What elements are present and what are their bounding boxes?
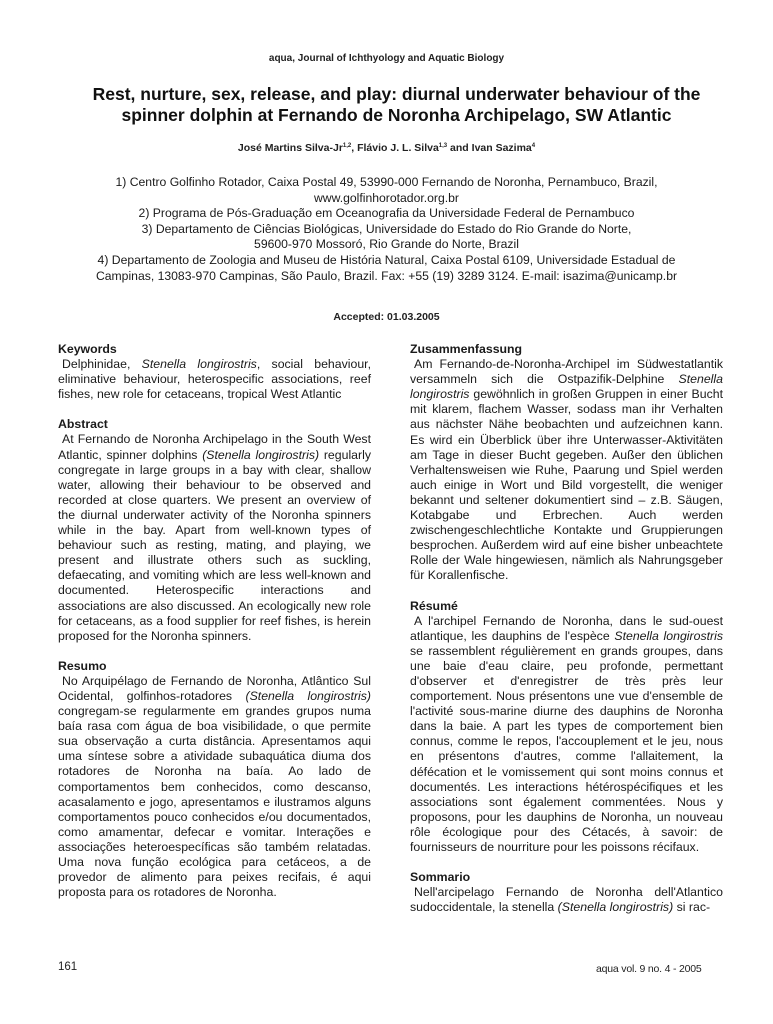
affiliation-line: 59600-970 Mossoró, Rio Grande do Norte, Brazil: [254, 237, 519, 252]
author-affil-ref: 1,3: [438, 143, 448, 149]
section-heading: Sommario: [410, 870, 471, 885]
text-run: gewöhnlich in großen Gruppen in einer Bucht mit klarem, flachem Wasser, sodass man ihr Verhalten aus nächster Nähe beobachten und aufzeichnen kann. Es wird ein Überblick über ihre Unterwasser-Aktivitäten am Tage in dieser Bucht gegeben. Außer den üblichen Verhaltensweisen wie Ruhe, Paarung und Spiel werden auch einige in Wort und Bild vorgestellt, die weniger bekannt und seltener dokumentiert sind – z.B. Säugen, Kotabgabe und Erbrechen. Auch werden zwischengeschlechtliche Kontakte und Gruppierungen besprochen. Außerdem wird auf eine bisher unbeachtete Rolle der Wale hingewiesen, nämlich als Nahrungsgeber für Korallenfische.: [410, 387, 723, 583]
affiliation-line: 3) Departamento de Ciências Biológicas, Universidade do Estado do Rio Grande do Norte,: [141, 221, 632, 236]
author-separator: and: [447, 142, 472, 154]
zusammenfassung-text: [410, 357, 723, 583]
article-title: [60, 84, 733, 126]
keywords-section: [58, 342, 371, 402]
keywords-text: [58, 357, 371, 402]
text-run: At Fernando de Noronha Archipelago in the South West Atlantic, spinner dolphins: [58, 432, 371, 462]
text-run: si rac-: [673, 900, 711, 915]
affiliation-url[interactable]: www.golfinhorotador.org.br: [314, 190, 459, 205]
section-heading: Resumo: [58, 658, 107, 673]
text-run: congregam-se regularmente em grandes grupos numa baía rasa com água de boa visibilidade, o que permite sua observação a curta distância. Apresentamos aqui uma síntese sobre a atividade subaquática diuma dos rotadores de Noronha na baía. Ao lado de comportamentos bem conhecidos, como descanso, acasalamento e jogo, apresentamos e ilustramos alguns comportamentos pouco conhecidos e/ou documentados, como amamentar, defecar e vomitar. Interações e associações heteroespecíficas são também relatadas. Uma nova função ecológica para cetáceos, a de provedor de alimento para peixes recifais, é aqui proposta para os rotadores de Noronha.: [58, 704, 371, 900]
section-heading: Zusammenfassung: [410, 342, 523, 356]
author-separator: ,: [351, 142, 358, 154]
resumo-text: [58, 674, 371, 900]
resume-text: [410, 614, 723, 856]
affiliation-line: 2) Programa de Pós-Graduação em Oceanografia da Universidade Federal de Pernambuco: [138, 206, 635, 221]
left-column: [58, 342, 371, 915]
affiliations: [40, 175, 733, 284]
journal-header: aqua, Journal of Ichthyology and Aquatic Biology: [268, 53, 505, 64]
text-run: Delphinidae,: [62, 357, 142, 372]
text-run: , social behaviour, eliminative behaviour, heterospecific associations, reef fishes, new role for cetaceans, tropical West Atlantic: [58, 357, 372, 402]
author-affil-ref: 4: [531, 143, 536, 149]
species-name: Stenella longirostris: [141, 357, 257, 372]
resumo-section: [58, 659, 371, 901]
text-run: Nell'arcipelago Fernando de Noronha dell'Atlantico sudoccidentale, la stenella: [410, 885, 723, 915]
author-name: Flávio J. L. Silva: [357, 142, 439, 154]
abstract-text: [58, 432, 371, 643]
title-line-2: spinner dolphin at Fernando de Noronha Archipelago, SW Atlantic: [121, 105, 672, 125]
sommario-text: [410, 885, 723, 915]
page-number: 161: [58, 961, 78, 973]
text-run: No Arquipélago de Fernando de Noronha, Atlântico Sul Ocidental, golfinhos-rotadores: [58, 673, 371, 703]
text-run: regularly congregate in large groups in a bay with clear, shallow water, allowing their behaviour to be observed and recorded at close quarters. We present an overview of the diurnal underwater activity of the Noronha spinners while in the bay. Apart from well-known types of behaviour such as resting, mating, and playing, we present and illustrate others such as suckling, defaecating, and vomiting which are less well-known and documented. Heterospecific interactions and associations are also discussed. An ecologically new role for cetaceans, as a food supplier for reef fishes, is herein proposed for the Noronha spinners.: [58, 447, 371, 643]
species-name: Stenella longirostris: [410, 372, 723, 402]
affiliation-line: 4) Departamento de Zoologia and Museu de História Natural, Caixa Postal 6109, Universidade Estadual de: [97, 252, 676, 267]
author-list: [0, 142, 773, 154]
issue-info: aqua vol. 9 no. 4 - 2005: [596, 963, 702, 975]
text-run: A l'archipel Fernando de Noronha, dans le sud-ouest atlantique, les dauphins de l'espèce: [410, 613, 723, 643]
species-name: Stenella longirostris: [614, 628, 724, 643]
affiliation-line: 1) Centro Golfinho Rotador, Caixa Postal 49, 53990-000 Fernando de Noronha, Pernambuco, Brazil,: [115, 175, 658, 189]
author-name: Ivan Sazima: [471, 142, 532, 154]
species-name: (Stenella longirostris): [245, 688, 372, 703]
right-column: [410, 342, 723, 930]
section-heading: Résumé: [410, 598, 458, 613]
affiliation-line-email: Campinas, 13083-970 Campinas, São Paulo, Brazil. Fax: +55 (19) 3289 3124. E-mail: isazima@unicamp.br: [95, 268, 678, 283]
species-name: (Stenella longirostris): [202, 447, 320, 462]
resume-section: [410, 599, 723, 856]
section-heading: Keywords: [58, 342, 117, 356]
species-name: (Stenella longirostris): [557, 900, 674, 915]
author-affil-ref: 1,2: [342, 143, 352, 149]
title-line-1: Rest, nurture, sex, release, and play: diurnal underwater behaviour of the: [92, 84, 701, 104]
sommario-section: [410, 870, 723, 915]
abstract-section: [58, 417, 371, 643]
zusammenfassung-section: [410, 342, 723, 584]
accepted-date: Accepted: 01.03.2005: [333, 311, 440, 323]
section-heading: Abstract: [58, 417, 108, 432]
text-run: Am Fernando-de-Noronha-Archipel im Südwestatlantik versammeln sich die Ostpazifik-Delphine: [410, 357, 723, 387]
author-name: José Martins Silva-Jr: [237, 142, 343, 154]
text-run: se rassemblent régulièrement en grands groupes, dans une baie d'eau claire, peu profonde, permettant d'observer et d'enregistrer de très près leur comportement. Nous présentons une vue d'ensemble de l'activité sous-marine diurne des dauphins de Noronha dans la baie. A part les types de comportement bien connus, comme le repos, l'accouplement et le jeu, nous en présentons d'autres, comme l'allaitement, la défécation et le vomissement qui sont moins connus et documentés. Les interactions hétérospécifiques et les associations sont également commentées. Nous y proposons, pour les dauphins de Noronha, un nouveau rôle écologique pour des Cétacés, à savoir: de fournisseurs de nourriture pour les poissons récifaux.: [410, 643, 723, 854]
